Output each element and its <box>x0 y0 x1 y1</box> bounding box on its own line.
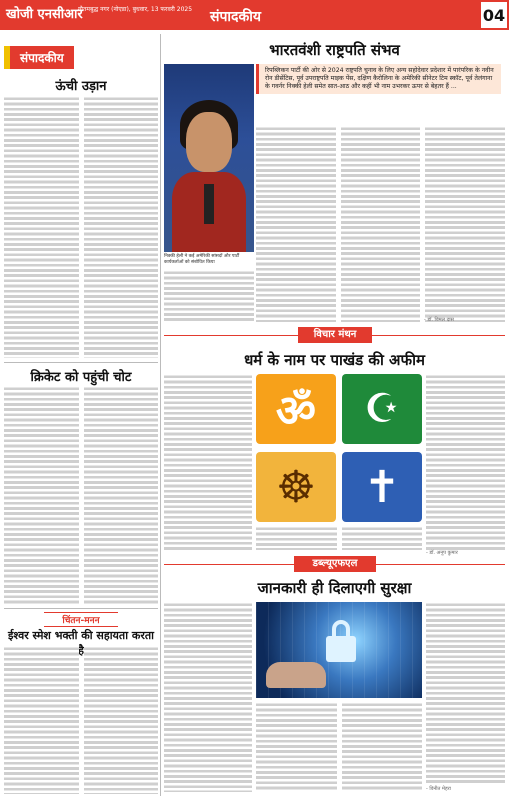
byline: - डॉ. विमल दास <box>424 317 454 323</box>
religious-symbols-image <box>256 374 422 522</box>
article-body-cricket <box>4 386 158 604</box>
lead-deck: रिपब्लिकन पार्टी की ओर से 2024 राष्ट्रपति चुनाव के लिए अन्य सहोदेवार प्रदेशार में पारंपरिक के नवीन रोन डीसेंटिस, पूर्व उपराष्ट्रपति माइक पेंस, दक्षिण कैरोलिना के अमेरिकी सीनेटर टिम स्कॉट, पूर्व तेलंगाना के गवर्नर निक्की हेली समेत सात-आठ और कहीं भी नाम उभरकर ऊपर से बेहतर हैं ... <box>256 64 501 94</box>
wwfl-band <box>164 556 505 572</box>
opinion-body-left <box>164 374 252 550</box>
lead-article-body-left <box>164 270 254 322</box>
byline: - विनीत मेहरा <box>426 786 451 792</box>
editorial-label: संपादकीय <box>4 46 74 69</box>
dateline: गौतमबुद्ध नगर (नोएडा), बुधवार, 13 फरवरी 2025 <box>78 6 193 13</box>
photo-figure-face <box>186 112 232 172</box>
tech-headline: जानकारी ही दिलाएगी सुरक्षा <box>257 579 412 597</box>
crescent-star-icon: ☪ <box>342 374 422 444</box>
opinion-headline: धर्म के नाम पर पाखंड की अफीम <box>244 351 425 369</box>
tech-body-left <box>164 602 252 792</box>
guest-column-label: चिंतन-मनन <box>44 612 118 627</box>
section-title: संपादकीय <box>210 9 261 25</box>
article-body-ishwar <box>4 646 158 794</box>
column-divider <box>160 34 161 796</box>
lead-headline: भारतवंशी राष्ट्रपति संभव <box>269 41 400 59</box>
microphone-icon <box>204 184 214 224</box>
hand-shape <box>266 662 326 688</box>
opinion-body-center <box>256 526 422 550</box>
article-body-oonchi-udaan <box>4 96 158 358</box>
om-icon: ॐ <box>256 374 336 444</box>
tech-body-center <box>256 702 422 792</box>
page-number: 04 <box>479 0 509 30</box>
dharma-wheel-icon: ☸ <box>256 452 336 522</box>
article-title-oonchi-udaan: ऊंची उड़ान <box>55 79 107 94</box>
wwfl-label: डब्ल्यूएफएल <box>294 556 376 572</box>
lead-article-body <box>256 126 505 322</box>
nikki-haley-photo <box>164 64 254 252</box>
opinion-body-right <box>426 374 505 550</box>
newspaper-logo: खोजी एनसीआर <box>6 7 83 22</box>
cross-icon: ✝ <box>342 452 422 522</box>
vichar-manthan-band <box>164 327 505 343</box>
section-rule <box>4 362 158 363</box>
photo-caption: निक्की हेली ने कई अमेरिकी सांसदों और पार्टी कार्यकर्ताओं को संबोधित किया <box>164 254 240 265</box>
tech-body-right <box>426 602 505 784</box>
left-column <box>4 34 158 796</box>
lock-icon <box>326 636 356 662</box>
cyber-security-image <box>256 602 422 698</box>
section-rule <box>4 608 158 609</box>
article-title-ishwar: ईश्वर स्मेश भक्ती की सहायता करता है <box>8 629 154 657</box>
vichar-manthan-label: विचार मंथन <box>298 327 372 343</box>
right-column <box>164 34 505 796</box>
byline: - डॉ. अनूप कुमार <box>426 550 458 556</box>
article-title-cricket: क्रिकेट को पहुंची चोट <box>30 370 132 385</box>
masthead <box>0 0 509 30</box>
